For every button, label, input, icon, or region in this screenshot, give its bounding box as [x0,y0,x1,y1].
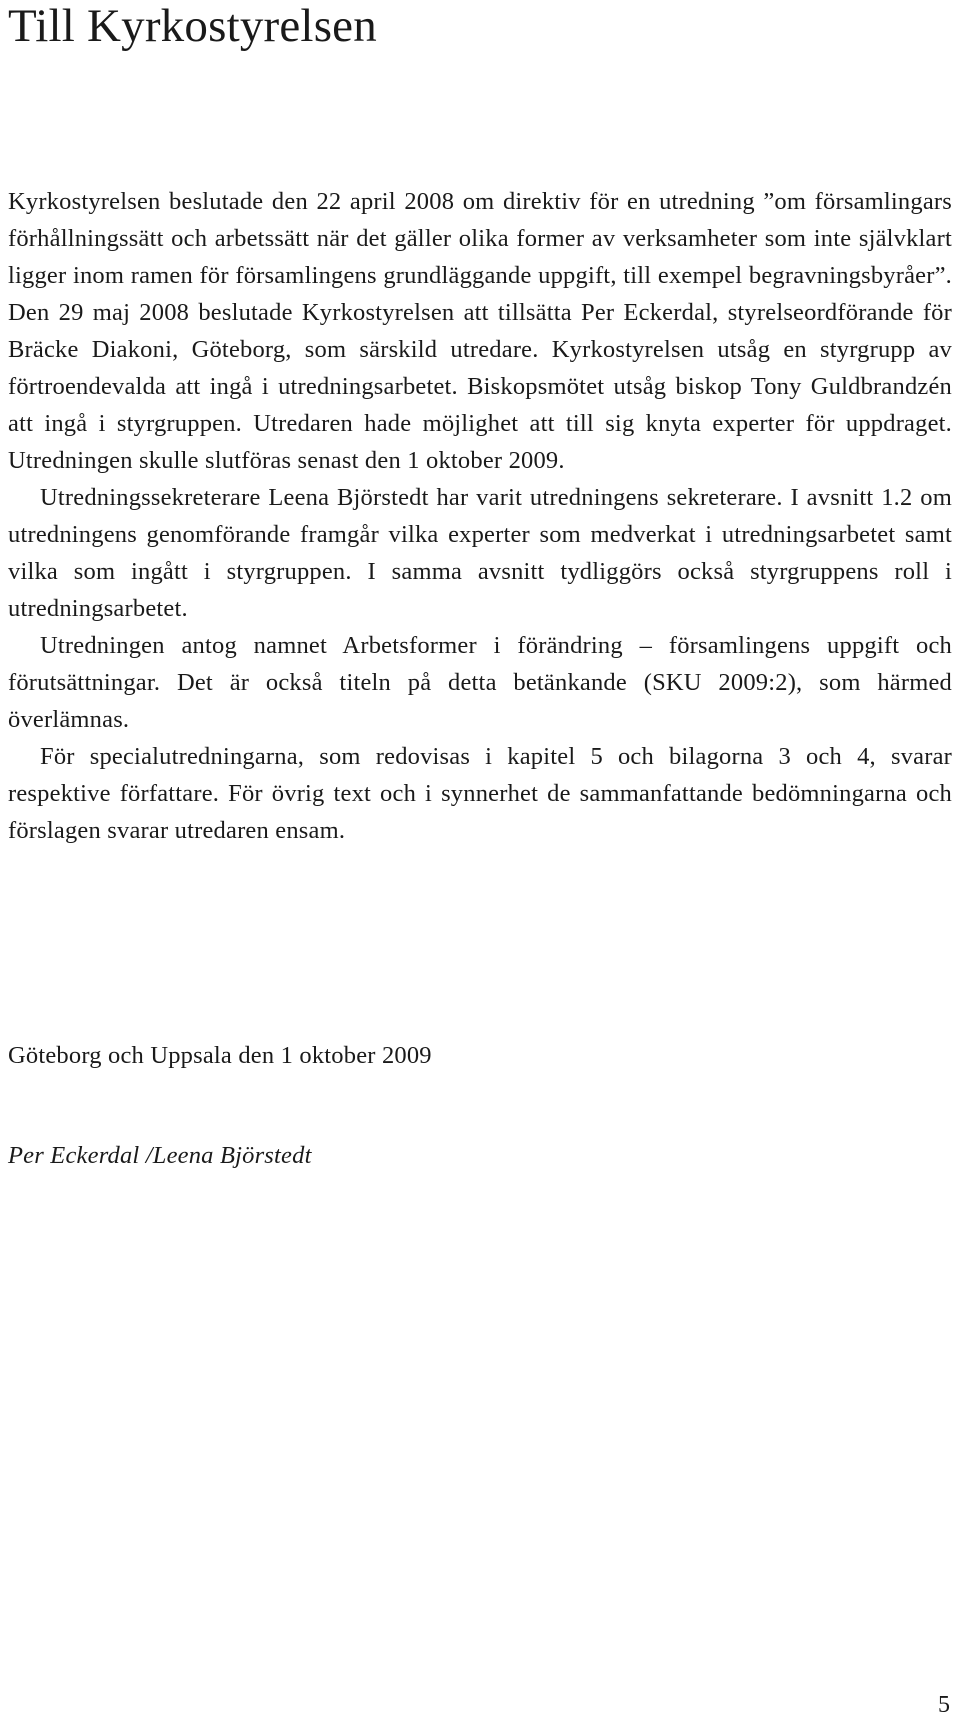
signature: Per Eckerdal /Leena Björstedt [8,1142,312,1169]
paragraph-directive: Kyrkostyrelsen beslutade den 22 april 2008 om direktiv för en utredning ”om församlingars förhållningssätt och arbetssätt när det gäller olika former av verksamheter som inte självklart ligger inom ramen för församlingens grundläggande uppgift, till exempel begravningsbyråer”. Den 29 maj 2008 beslutade Kyrkostyrelsen att tillsätta Per Eckerdal, styrelseordförande för Bräcke Diakoni, Göteborg, som särskild utredare. Kyrkostyrelsen utsåg en styrgrupp av förtroendevalda att ingå i utredningsarbetet. Biskopsmötet utsåg biskop Tony Guldbrandzén att ingå i styrgruppen. Utredaren hade möjlighet att till sig knyta experter för uppdraget. Utredningen skulle slutföras senast den 1 oktober 2009. [8,188,952,474]
paragraph-report-title: Utredningen antog namnet Arbetsformer i förändring – församlingens uppgift och förutsättningar. Det är också titeln på detta betänkande (SKU 2009:2), som härmed överlämnas. [8,632,952,733]
page-number: 5 [938,1692,950,1718]
place-and-date: Göteborg och Uppsala den 1 oktober 2009 [8,1042,432,1069]
paragraph-responsibility: För specialutredningarna, som redovisas i kapitel 5 och bilagorna 3 och 4, svarar respektive författare. För övrig text och i synnerhet de sammanfattande bedömningarna och förslagen svarar utredaren ensam. [8,743,952,844]
paragraph-secretary: Utredningssekreterare Leena Björstedt har varit utredningens sekreterare. I avsnitt 1.2 om utredningens genomförande framgår vilka experter som medverkat i utredningsarbetet samt vilka som ingått i styrgruppen. I samma avsnitt tydliggörs också styrgruppens roll i utredningsarbetet. [8,484,952,622]
body-text [8,183,952,849]
page-title: Till Kyrkostyrelsen [8,0,377,52]
